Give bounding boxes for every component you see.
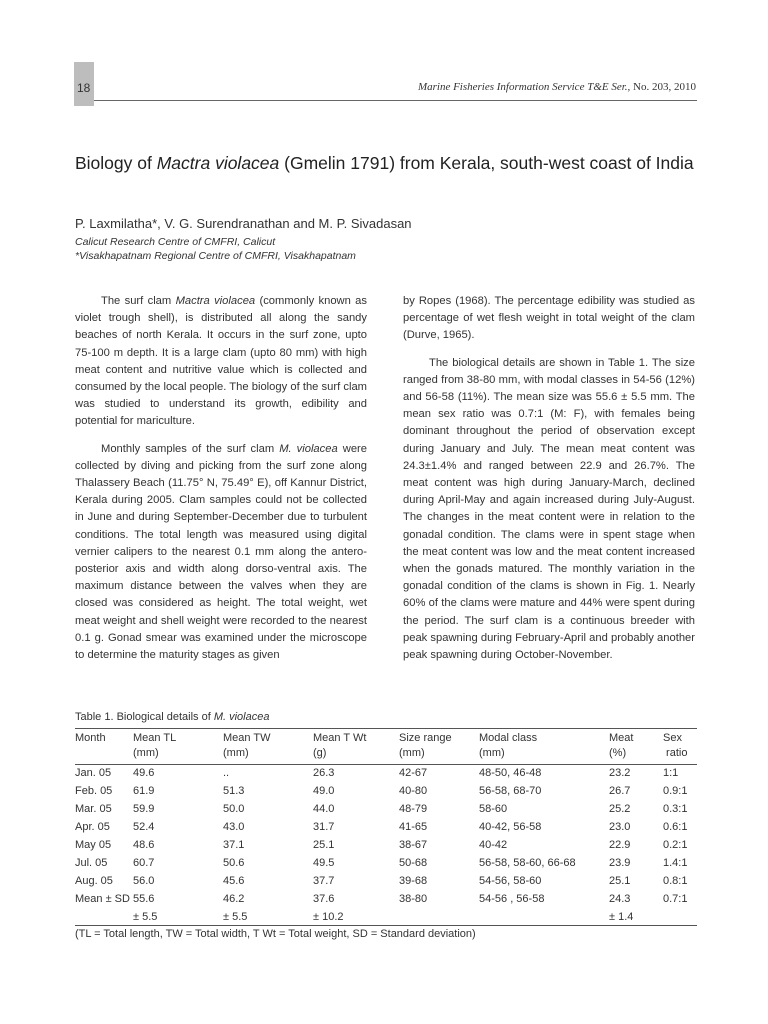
table-cell: Mar. 05 [75,803,112,815]
table-cell: Apr. 05 [75,821,110,833]
article-title [75,152,695,174]
table-cell: 48-50, 46-48 [479,767,542,779]
table-cell: 61.9 [133,785,155,797]
column-header-line: Sex [663,732,682,744]
table-cell: 0.6:1 [663,821,688,833]
column-header-unit: (mm) [133,747,159,759]
text-run: were collected by diving and picking from the surf zone along Thalassery Beach (11.75° N, 75.49° E), off Kannur District, Kerala during 2005. Clam samples could not be collected in June and during September-December due to turbulent conditions. The total length was measured using digital vernier calipers to the nearest 0.1 mm along the antero-posterior axis and width along dorso-ventral axis. The maximum distance between the valves when they are closed was considered as height. The total weight, wet meat weight and shell weight were recorded to the nearest 0.1 g. Gonad smear was examined under the microscope to determine the maturity stages as given [75,442,367,662]
table-cell: 50.6 [223,857,245,869]
title-species: Mactra violacea [156,153,280,173]
table-cell: 37.1 [223,839,245,851]
table-cell: 38-80 [399,893,428,905]
text-run: The surf clam [101,295,176,307]
table-row [75,872,697,890]
table-row [75,800,697,818]
table-cell: 0.9:1 [663,785,688,797]
table-cell: 49.0 [313,785,335,797]
column-header-line: Mean TW [223,732,271,744]
table-cell: 59.9 [133,803,155,815]
table-cell: 56-58, 58-60, 66-68 [479,857,576,869]
table-cell [479,908,609,926]
page-number: 18 [77,81,91,95]
body-column-right [403,293,695,674]
table-cell: 50-68 [399,857,428,869]
text-run: Monthly samples of the surf clam [101,442,280,455]
table-cell: 37.6 [313,893,335,905]
column-header-line: Month [75,732,106,744]
table-cell: 0.3:1 [663,803,688,815]
table-cell: 55.6 [133,893,155,905]
table-cell: 60.7 [133,857,155,869]
table-cell: ± 10.2 [313,911,344,923]
table-cell: 23.0 [609,821,631,833]
table-cell: Feb. 05 [75,785,113,797]
column-header [399,731,479,764]
table-cell: 22.9 [609,839,631,851]
table-cell: 51.3 [223,785,245,797]
column-header-unit: (g) [313,747,327,759]
table-row [75,890,697,908]
column-header [133,731,223,764]
table-row [75,782,697,800]
table-cell [399,908,479,926]
table-cell: 56-58, 68-70 [479,785,542,797]
column-header-unit: (%) [609,747,627,759]
header-rule [94,100,697,101]
table-cell: ± 5.5 [223,911,248,923]
table-cell: 26.3 [313,767,335,779]
text-run: (commonly known as violet trough shell), is distributed all along the sandy beaches of north Kerala. It occurs in the surf zone, upto 75-100 m depth. It is a large clam (upto 80 mm) with high meat content and nutritive value which is collected and consumed by the local people. The biology of the surf clam was studied to understand its growth, edibility and potential for mariculture. [75,295,367,428]
table-cell: 24.3 [609,893,631,905]
table-cell: 39-68 [399,875,428,887]
table-cell: 0.7:1 [663,893,688,905]
table-cell: 23.9 [609,857,631,869]
column-header-line: Mean TL [133,732,177,744]
table-cell: 25.1 [313,839,335,851]
column-header-unit: (mm) [479,747,505,759]
table-cell: 40-80 [399,785,428,797]
species-name: M. violacea [279,442,338,455]
title-part: Biology of [75,153,157,173]
paragraph [75,441,367,665]
table-cell: 40-42, 56-58 [479,821,542,833]
caption-text: Table 1. Biological details of [75,711,214,723]
table-row [75,818,697,836]
paragraph [75,293,367,431]
table-cell: 50.0 [223,803,245,815]
table-cell: 58-60 [479,803,508,815]
table-cell: 48.6 [133,839,155,851]
column-header-line: Modal class [479,732,538,744]
journal-issue: No. 203, 2010 [630,81,696,93]
paragraph: by Ropes (1968). The percentage edibility was studied as percentage of wet flesh weight in total weight of the clam (Durve, 1965). [403,295,695,342]
table-cell: Aug. 05 [75,875,113,887]
table-cell: 52.4 [133,821,155,833]
table-cell: 0.2:1 [663,839,688,851]
title-part: (Gmelin 1791) from Kerala, south-west coast of India [279,153,694,173]
table-cell: 25.2 [609,803,631,815]
table-row [75,908,697,926]
table-cell: May 05 [75,839,112,851]
affiliation-1: Calicut Research Centre of CMFRI, Calicut [75,236,276,248]
column-header-unit: ratio [663,747,688,759]
running-head [418,81,696,93]
table-cell: 31.7 [313,821,335,833]
table-cell [75,908,133,926]
table-cell: 42-67 [399,767,428,779]
table-cell: 1:1 [663,767,679,779]
table-footnote: (TL = Total length, TW = Total width, T Wt = Total weight, SD = Standard deviation) [75,928,476,940]
table-cell [663,908,697,926]
table-cell: 48-79 [399,803,428,815]
table-cell: Jan. 05 [75,767,112,779]
table-row [75,836,697,854]
table-cell: 49.6 [133,767,155,779]
table-cell: 23.2 [609,767,631,779]
table-cell: Mean ± SD [75,893,130,905]
column-header [663,731,697,764]
table-cell: 43.0 [223,821,245,833]
column-header [223,731,313,764]
table-cell: 1.4:1 [663,857,688,869]
table-cell: 25.1 [609,875,631,887]
table-cell: 46.2 [223,893,245,905]
table-cell: 26.7 [609,785,631,797]
journal-name: Marine Fisheries Information Service T&E Ser., [417,81,631,93]
table-cell: 54-56, 58-60 [479,875,542,887]
table-cell: 40-42 [479,839,508,851]
table-cell: 49.5 [313,857,335,869]
table-cell: 41-65 [399,821,428,833]
column-header [479,731,609,764]
table-cell: .. [223,767,230,779]
table-cell: 0.8:1 [663,875,688,887]
column-header-line: Mean T Wt [313,732,367,744]
table-cell: ± 1.4 [609,911,634,923]
paragraph: The biological details are shown in Table 1. The size ranged from 38-80 mm, with modal classes in 54-56 (12%) and 56-58 (11%). The mean size was 55.6 ± 5.5 mm. The mean sex ratio was 0.7:1 (M: F), with females being dominant throughout the period of observation except during January and July. The mean meat content was 24.3±1.4% and ranged between 22.9 and 26.7%. The meat content was high during January-March, declined during April-May and again increased during July-August. The changes in the meat content were in relation to the gonadal condition. The clams were in spent stage when the meat content was low and the meat content increased when the gonads matured. The monthly variation in the gonadal condition of the clams is shown in Fig. 1. Nearly 60% of the clams were mature and 44% were spent during the period. The surf clam is a continuous breeder with peak spawning during February-April and probably another peak spawning during October-November. [403,356,695,662]
species-name: Mactra violacea [175,295,256,307]
column-header-line: Size range [399,732,452,744]
column-header-line: Meat [609,732,634,744]
table-header-row [75,731,697,764]
table-cell: Jul. 05 [75,857,108,869]
column-header-unit: (mm) [399,747,425,759]
table-cell: 45.6 [223,875,245,887]
table-cell: 38-67 [399,839,428,851]
column-header-unit: (mm) [223,747,249,759]
authors: P. Laxmilatha*, V. G. Surendranathan and M. P. Sivadasan [75,216,412,231]
table-row [75,854,697,872]
column-header [609,731,663,764]
caption-species: M. violacea [213,711,270,723]
table-cell: 37.7 [313,875,335,887]
table-caption [75,711,269,723]
table-cell: ± 5.5 [133,911,158,923]
table-top-rule [75,728,697,729]
column-header [313,731,399,764]
table-row [75,764,697,782]
affiliation-2: *Visakhapatnam Regional Centre of CMFRI, Visakhapatnam [75,250,356,262]
table-cell: 56.0 [133,875,155,887]
body-column-left [75,293,367,674]
table-cell: 54-56 , 56-58 [479,893,545,905]
biology-table [75,731,697,926]
column-header [75,731,133,764]
table-cell: 44.0 [313,803,335,815]
